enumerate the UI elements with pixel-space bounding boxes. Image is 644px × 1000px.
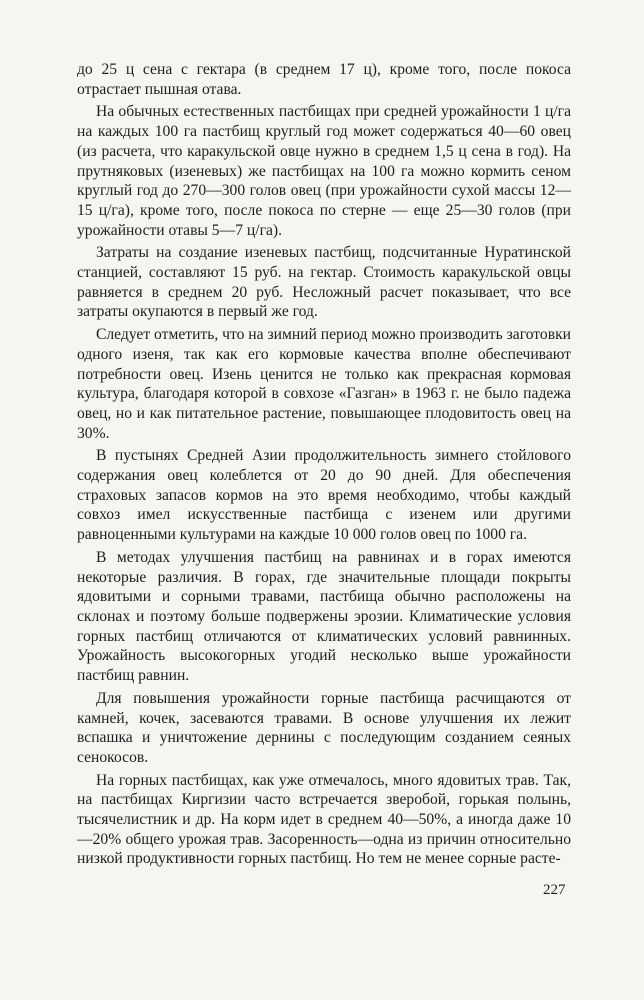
- body-text: [77, 60, 571, 872]
- page-number: 227: [543, 882, 566, 898]
- paragraph-7: Для повышения урожайности горные пастбища расчищаются от камней, кочек, засеваются травами. В основе улучшения их лежит вспашка и уничтожение дернины с последующим созданием сеяных сенокосов.: [77, 689, 571, 766]
- paragraph-8: На горных пастбищах, как уже отмечалось, много ядовитых трав. Так, на пастбищах Киргизии часто встречается зверобой, горькая полынь, тысячелистник и др. На корм идет в среднем 40—50%, а иногда даже 10—20% общего урожая трав. Засоренность—одна из причин относительно низкой продуктивности горных пастбищ. Но тем не менее сорные расте-: [77, 771, 571, 868]
- paragraph-1: до 25 ц сена с гектара (в среднем 17 ц), кроме того, после покоса отрастает пышная отава.: [77, 61, 571, 98]
- paragraph-3: Затраты на создание изеневых пастбищ, подсчитанные Нуратинской станцией, составляют 15 руб. на гектар. Стоимость каракульской овцы равняется в среднем 20 руб. Несложный расчет показывает, что все затраты окупаются в первый же год.: [77, 244, 571, 321]
- paragraph-5: В пустынях Средней Азии продолжительность зимнего стойлового содержания овец колеблется от 20 до 90 дней. Для обеспечения страховых запасов кормов на это время необходимо, чтобы каждый совхоз имел искусственные пастбища с изенем или другими равноценными культурами на каждые 10 000 голов овец по 1000 га.: [77, 447, 571, 544]
- paragraph-2: На обычных естественных пастбищах при средней урожайности 1 ц/га на каждых 100 га пастбищ круглый год может содержаться 40—60 овец (из расчета, что каракульской овце нужно в среднем 1,5 ц сена в год). На прутняковых (изеневых) же пастбищах на 100 га можно кормить сеном круглый год до 270—300 голов овец (при урожайности сухой массы 12—15 ц/га), кроме того, после покоса по стерне — еще 25—30 голов (при урожайности отавы 5—7 ц/га).: [77, 103, 571, 239]
- paragraph-4: Следует отметить, что на зимний период можно производить заготовки одного изеня, так как его кормовые качества вполне обеспечивают потребности овец. Изень ценится не только как прекрасная кормовая культура, благодаря которой в совхозе «Газган» в 1963 г. не было падежа овец, но и как питательное растение, повышающее плодовитость овец на 30%.: [77, 326, 571, 442]
- paragraph-6: В методах улучшения пастбищ на равнинах и в горах имеются некоторые различия. В горах, где значительные площади покрыты ядовитыми и сорными травами, пастбища обычно расположены на склонах и поэтому больше подвержены эрозии. Климатические условия горных пастбищ отличаются от климатических условий равнинных. Урожайность высокогорных угодий несколько выше урожайности пастбищ равнин.: [77, 548, 571, 685]
